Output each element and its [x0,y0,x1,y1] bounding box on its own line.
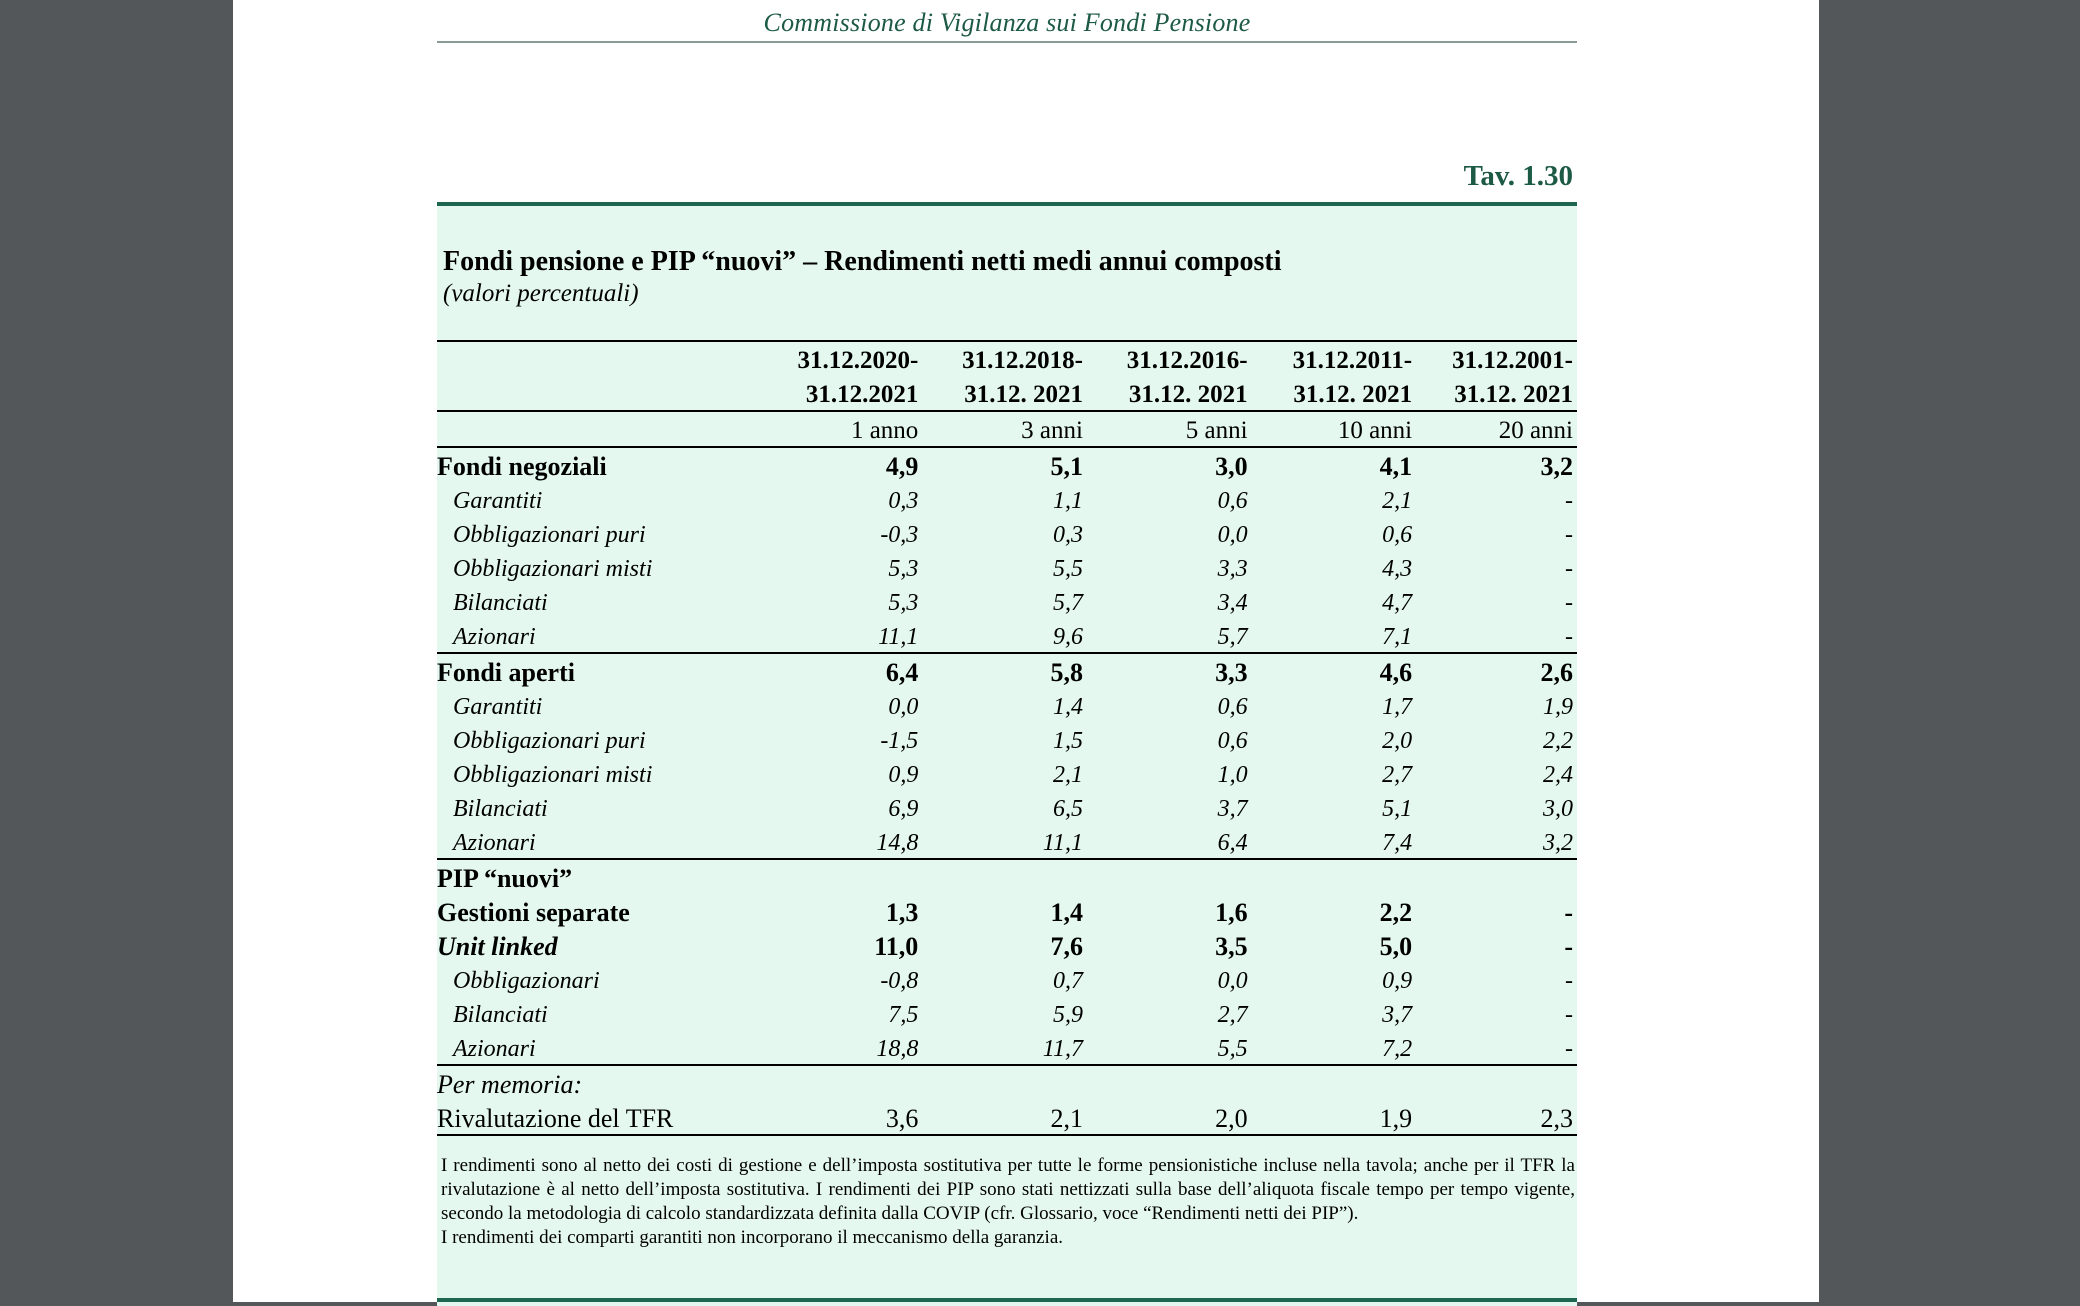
table-row-gestioni-separate [437,894,1577,928]
table-cell: 2,3 [1540,1104,1573,1133]
table-cell: 11,0 [874,932,919,961]
table-cell: 0,7 [1052,968,1083,994]
table-cell: 0,3 [1052,522,1083,548]
table-row [437,688,1577,722]
col-header-start: 31.12.2018- [918,341,1083,376]
memo-row [437,1065,1577,1100]
table-cell: 0,6 [1217,488,1248,514]
table-cell: 7,4 [1382,830,1413,856]
table-cell: 7,1 [1382,624,1413,650]
table-cell: 6,4 [754,653,919,688]
table-cell: - [1565,590,1573,616]
table-cell: 5,0 [1379,932,1413,961]
row-label: Azionari [453,1036,536,1062]
header-row-start [437,341,1577,376]
table-cell: 5,1 [918,447,1083,482]
table-row [437,962,1577,996]
table-row [437,722,1577,756]
table-cell: 3,7 [1217,796,1248,822]
table-cell: 0,0 [1217,968,1248,994]
table-cell: 5,5 [1052,556,1083,582]
table-cell: 0,6 [1217,694,1248,720]
table-cell: 5,8 [918,653,1083,688]
table-cell: 7,5 [888,1002,919,1028]
col-header-end: 31.12. 2021 [1128,381,1248,408]
col-period: 10 anni [1248,411,1413,447]
row-label: Rivalutazione del TFR [437,1104,674,1133]
section-row-fondi-negoziali [437,447,1577,482]
table-cell: 6,5 [1052,796,1083,822]
table-row [437,824,1577,859]
col-header-end: 31.12.2021 [805,381,919,408]
returns-table [437,340,1577,1170]
table-cell: 1,9 [1543,694,1573,720]
table-cell: 0,3 [888,488,919,514]
col-period: 5 anni [1083,411,1248,447]
col-header-start: 31.12.2011- [1248,341,1413,376]
table-cell: 3,0 [1543,796,1573,822]
table-cell: 1,4 [1052,694,1083,720]
row-label: Bilanciati [453,590,548,616]
col-period: 1 anno [754,411,919,447]
table-cell: 14,8 [876,830,919,856]
table-cell: 11,7 [1042,1036,1083,1062]
col-header-start: 31.12.2016- [1083,341,1248,376]
table-row [437,482,1577,516]
row-label: Obbligazionari puri [453,728,646,754]
table-cell: 2,7 [1382,762,1413,788]
table-cell: 0,9 [888,762,919,788]
col-header-end: 31.12. 2021 [1293,381,1413,408]
table-id: Tav. 1.30 [1463,160,1573,192]
table-cell: 3,3 [1083,653,1248,688]
table-row [437,790,1577,824]
col-header-start: 31.12.2020- [754,341,919,376]
row-label: Unit linked [437,932,558,961]
table-cell: 6,4 [1217,830,1248,856]
table-cell: - [1564,932,1573,961]
table-cell: 2,7 [1217,1002,1248,1028]
table-row [437,996,1577,1030]
row-label: Azionari [453,624,536,650]
table-cell: 18,8 [876,1036,919,1062]
document-page [233,0,1819,1302]
table-row [437,584,1577,618]
table-subtitle: (valori percentuali) [443,280,639,307]
table-cell: 1,0 [1217,762,1248,788]
table-cell: 2,6 [1412,653,1577,688]
table-cell: - [1565,556,1573,582]
table-cell: 6,9 [888,796,919,822]
row-label: Obbligazionari misti [453,762,653,788]
row-label: Fondi aperti [437,653,754,688]
table-cell: 2,1 [1052,762,1083,788]
table-cell: 0,0 [1217,522,1248,548]
table-box [437,202,1577,1306]
table-cell: 2,2 [1379,898,1413,927]
note-paragraph: I rendimenti sono al netto dei costi di gestione e dell’imposta sostitutiva per tutte le forme pensionistiche incluse nella tavola; anche per il TFR la rivalutazione è al netto dell’imposta sostitutiva. I rendimenti dei PIP sono stati nettizzati sulla base dell’aliquota fiscale tempo per tempo vigente, secondo la metodologia di calcolo standardizzata definita dalla COVIP (cfr. Glossario, voce “Rendimenti netti dei PIP”). [441,1155,1575,1224]
table-row [437,550,1577,584]
table-cell: 9,6 [1052,624,1083,650]
table-cell: -1,5 [880,728,919,754]
table-cell: - [1565,624,1573,650]
table-cell: 3,0 [1083,447,1248,482]
table-row [437,756,1577,790]
table-cell: 3,4 [1217,590,1248,616]
table-cell: - [1565,522,1573,548]
running-header: Commissione di Vigilanza sui Fondi Pensione [763,8,1251,37]
table-row-tfr [437,1100,1577,1135]
table-cell: 1,4 [1050,898,1083,927]
col-period: 20 anni [1412,411,1577,447]
table-cell: 2,2 [1543,728,1573,754]
table-cell: - [1565,1036,1573,1062]
col-header-end: 31.12. 2021 [964,381,1083,408]
row-label: Bilanciati [453,1002,548,1028]
table-cell: 4,1 [1248,447,1413,482]
note-paragraph: I rendimenti dei comparti garantiti non incorporano il meccanismo della garanzia. [441,1227,1064,1248]
table-cell: 1,7 [1382,694,1413,720]
table-cell: 2,1 [1382,488,1413,514]
section-row-fondi-aperti [437,653,1577,688]
table-cell: 1,5 [1052,728,1083,754]
row-label: Obbligazionari [453,968,600,994]
table-cell: 1,9 [1379,1104,1413,1133]
table-cell: 5,3 [888,556,919,582]
period-row [437,411,1577,447]
table-cell: 4,3 [1382,556,1413,582]
table-cell: 0,0 [888,694,919,720]
table-cell: 4,9 [754,447,919,482]
col-header-end: 31.12. 2021 [1454,381,1573,408]
table-cell: 1,6 [1215,898,1248,927]
header-row-end [437,376,1577,411]
table-cell: 3,3 [1217,556,1248,582]
row-label: Obbligazionari puri [453,522,646,548]
table-row [437,618,1577,653]
table-cell: - [1565,488,1573,514]
memo-label: Per memoria: [437,1065,754,1100]
table-cell: 2,4 [1543,762,1573,788]
table-cell: 3,7 [1382,1002,1413,1028]
table-cell: 5,7 [1217,624,1248,650]
table-cell: 5,5 [1217,1036,1248,1062]
table-cell: 3,6 [885,1104,919,1133]
table-cell: - [1565,1002,1573,1028]
table-row [437,516,1577,550]
table-row-unit-linked [437,928,1577,962]
table-cell: 0,6 [1217,728,1248,754]
table-cell: 0,6 [1382,522,1413,548]
table-cell: 5,1 [1382,796,1413,822]
col-period: 3 anni [918,411,1083,447]
section-row-pip-nuovi [437,859,1577,894]
row-label: Gestioni separate [437,898,630,927]
row-label: Obbligazionari misti [453,556,653,582]
table-cell: 4,6 [1248,653,1413,688]
table-cell: 4,7 [1382,590,1413,616]
table-cell: 0,9 [1382,968,1413,994]
table-cell: 3,2 [1543,830,1573,856]
table-cell: 7,2 [1382,1036,1413,1062]
table-cell: - [1565,968,1573,994]
table-cell: 5,7 [1052,590,1083,616]
row-label: Garantiti [453,488,543,514]
row-label: Bilanciati [453,796,548,822]
table-cell: 11,1 [878,624,919,650]
table-cell: 11,1 [1042,830,1083,856]
table-cell: 5,3 [888,590,919,616]
table-cell: 1,1 [1052,488,1083,514]
row-label: Fondi negoziali [437,447,754,482]
row-label: Garantiti [453,694,543,720]
table-cell: - [1564,898,1573,927]
table-cell: 7,6 [1050,932,1083,961]
col-header-start: 31.12.2001- [1412,341,1577,376]
header-rule [437,41,1577,43]
box-bottom-rule [437,1298,1577,1302]
table-cell: 2,0 [1215,1104,1248,1133]
table-notes [441,1154,1575,1250]
row-label: Azionari [453,830,536,856]
table-row [437,1030,1577,1065]
table-title: Fondi pensione e PIP “nuovi” – Rendimenti netti medi annui composti [443,246,1282,277]
row-label: PIP “nuovi” [437,859,754,894]
table-cell: 2,0 [1382,728,1413,754]
table-cell: 1,3 [885,898,919,927]
table-cell: 3,5 [1215,932,1248,961]
table-cell: -0,3 [880,522,919,548]
table-cell: 3,2 [1412,447,1577,482]
table-cell: 2,1 [1050,1104,1083,1133]
table-cell: -0,8 [880,968,919,994]
table-cell: 5,9 [1052,1002,1083,1028]
